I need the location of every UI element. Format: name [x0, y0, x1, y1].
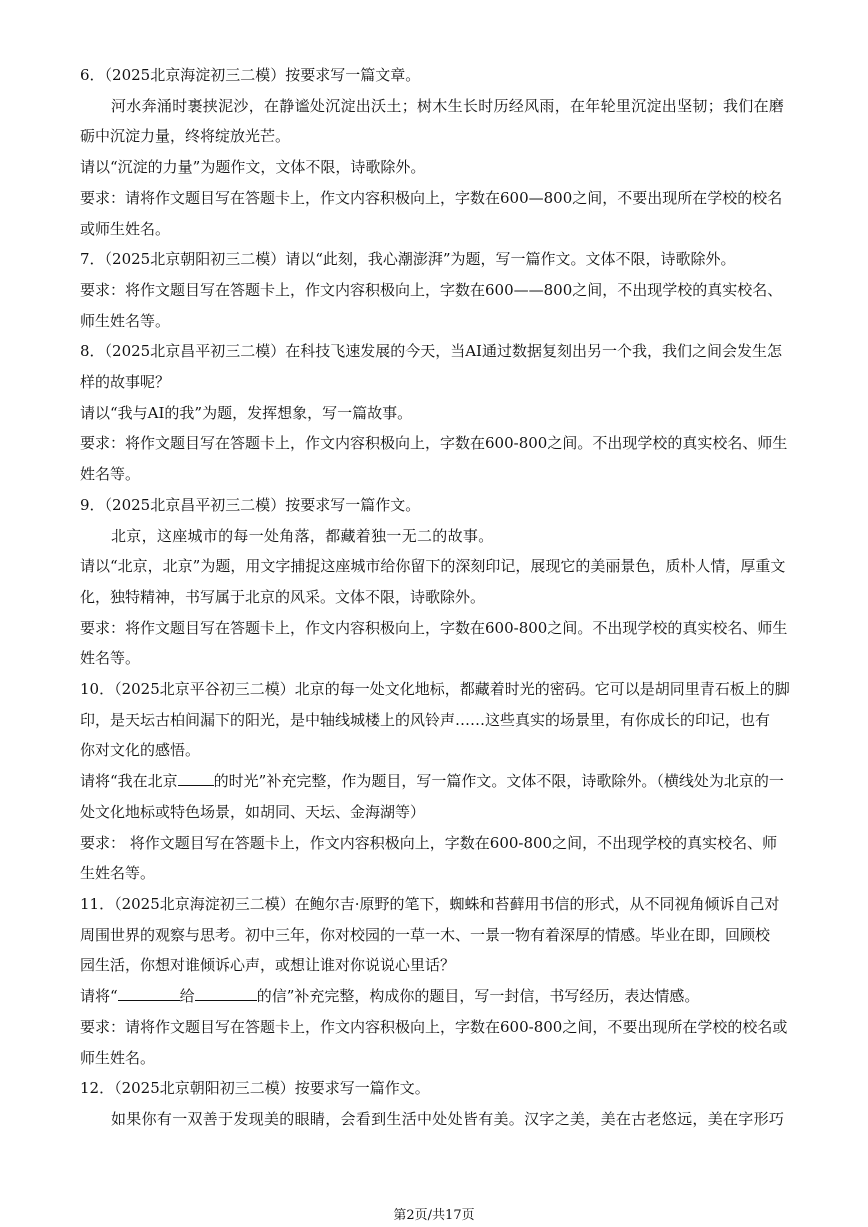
question-11-requirement-cont: 师生姓名。: [80, 1048, 156, 1067]
question-8-requirement: 要求：将作文题目写在答题卡上，作文内容积极向上，字数在600-800之间。不出现学校的真实校名、师生: [80, 434, 788, 453]
question-10-requirement-cont: 生姓名等。: [80, 864, 156, 883]
question-10-instruction-cont: 处文化地标或特色场景，如胡同、天坛、金海湖等）: [80, 802, 426, 821]
question-8-title: 8．（2025北京昌平初三二模）在科技飞速发展的今天，当AI通过数据复刻出另一个我，我们之间会发生怎: [80, 342, 782, 361]
question-8-title-cont: 样的故事呢？: [80, 373, 171, 392]
question-11-title: 11．（2025北京海淀初三二模）在鲍尔吉·原野的笔下，蜘蛛和苔藓用书信的形式，从不同视角倾诉自己对: [80, 894, 780, 913]
question-10-title-cont2: 你对文化的感悟。: [80, 741, 201, 760]
question-11-instruction-before: 请将“: [80, 987, 118, 1006]
page-number-footer: 第2页/共17页: [393, 1208, 475, 1223]
question-10: [80, 674, 794, 889]
question-7-title: 7．（2025北京朝阳初三二模）请以“此刻，我心潮澎湃”为题，写一篇作文。文体不限，诗歌除外。: [80, 250, 736, 269]
question-11-instruction-middle: 给: [179, 987, 195, 1006]
question-11: [80, 889, 794, 1073]
question-8-instruction: 请以“我与AI的我”为题，发挥想象，写一篇故事。: [80, 403, 413, 422]
question-7-requirement-cont: 师生姓名等。: [80, 311, 171, 330]
question-8-requirement-cont: 姓名等。: [80, 465, 141, 484]
question-11-instruction: [80, 981, 794, 1012]
question-6-requirement-cont: 或师生姓名。: [80, 219, 171, 238]
question-11-title-cont: 周围世界的观察与思考。初中三年，你对校园的一草一木、一景一物有着深厚的情感。毕业在即，回顾校: [80, 925, 771, 944]
question-10-title: 10．（2025北京平谷初三二模）北京的每一处文化地标，都藏着时光的密码。它可以是胡同里青石板上的脚: [80, 680, 790, 699]
question-12-title: 12．（2025北京朝阳初三二模）按要求写一篇作文。: [80, 1079, 430, 1098]
question-9: [80, 490, 794, 674]
question-10-instruction-after: 的时光”补充完整，作为题目，写一篇作文。文体不限，诗歌除外。（横线处为北京的一: [213, 772, 784, 791]
question-6-prompt: 河水奔涌时裹挟泥沙，在静谧处沉淀出沃土；树木生长时历经风雨，在年轮里沉淀出坚韧；我们在磨: [111, 96, 785, 115]
question-11-fill-blank-1: [118, 986, 180, 1001]
question-7: [80, 244, 794, 336]
question-9-title: 9．（2025北京昌平初三二模）按要求写一篇作文。: [80, 495, 421, 514]
question-11-title-cont2: 园生活，你想对谁倾诉心声，或想让谁对你说说心里话？: [80, 956, 456, 975]
question-12: [80, 1073, 794, 1134]
question-6: [80, 60, 794, 244]
question-7-requirement: 要求：将作文题目写在答题卡上，作文内容积极向上，字数在600——800之间，不出现学校的真实校名、: [80, 280, 783, 299]
document-page: [80, 60, 794, 1135]
question-11-requirement: 要求：请将作文题目写在答题卡上，作文内容积极向上，字数在600-800之间，不要出现所在学校的校名或: [80, 1017, 788, 1036]
question-6-requirement: 要求：请将作文题目写在答题卡上，作文内容积极向上，字数在600—800之间，不要出现所在学校的校名: [80, 188, 783, 207]
question-10-instruction-before: 请将“我在北京: [80, 772, 178, 791]
question-9-prompt: 北京，这座城市的每一处角落，都藏着独一无二的故事。: [111, 526, 494, 545]
question-9-instruction: 请以“北京，北京”为题，用文字捕捉这座城市给你留下的深刻印记，展现它的美丽景色，质朴人情，厚重文: [80, 557, 786, 576]
question-6-instruction: 请以“沉淀的力量”为题作文，文体不限，诗歌除外。: [80, 158, 426, 177]
question-12-prompt: 如果你有一双善于发现美的眼睛，会看到生活中处处皆有美。汉字之美，美在古老悠远，美在字形巧: [111, 1109, 785, 1128]
question-9-requirement: 要求：将作文题目写在答题卡上，作文内容积极向上，字数在600-800之间。不出现学校的真实校名、师生: [80, 618, 788, 637]
question-11-instruction-after: 的信”补充完整，构成你的题目，写一封信，书写经历，表达情感。: [256, 987, 700, 1006]
question-6-title: 6．（2025北京海淀初三二模）按要求写一篇文章。: [80, 66, 421, 84]
question-10-instruction: [80, 766, 794, 797]
question-10-title-cont: 印，是天坛古柏间漏下的阳光，是中轴线城楼上的风铃声……这些真实的场景里，有你成长的印记，也有: [80, 710, 771, 729]
question-9-instruction-cont: 化，独特精神，书写属于北京的风采。文体不限，诗歌除外。: [80, 587, 486, 606]
question-9-requirement-cont: 姓名等。: [80, 649, 141, 668]
question-11-fill-blank-2: [195, 986, 257, 1001]
question-10-fill-blank: [178, 771, 214, 786]
question-8: [80, 336, 794, 490]
question-10-requirement: 要求： 将作文题目写在答题卡上，作文内容积极向上，字数在600-800之间，不出现学校的真实校名、师: [80, 833, 778, 852]
question-6-prompt-cont: 砺中沉淀力量，终将绽放光芒。: [80, 127, 291, 146]
